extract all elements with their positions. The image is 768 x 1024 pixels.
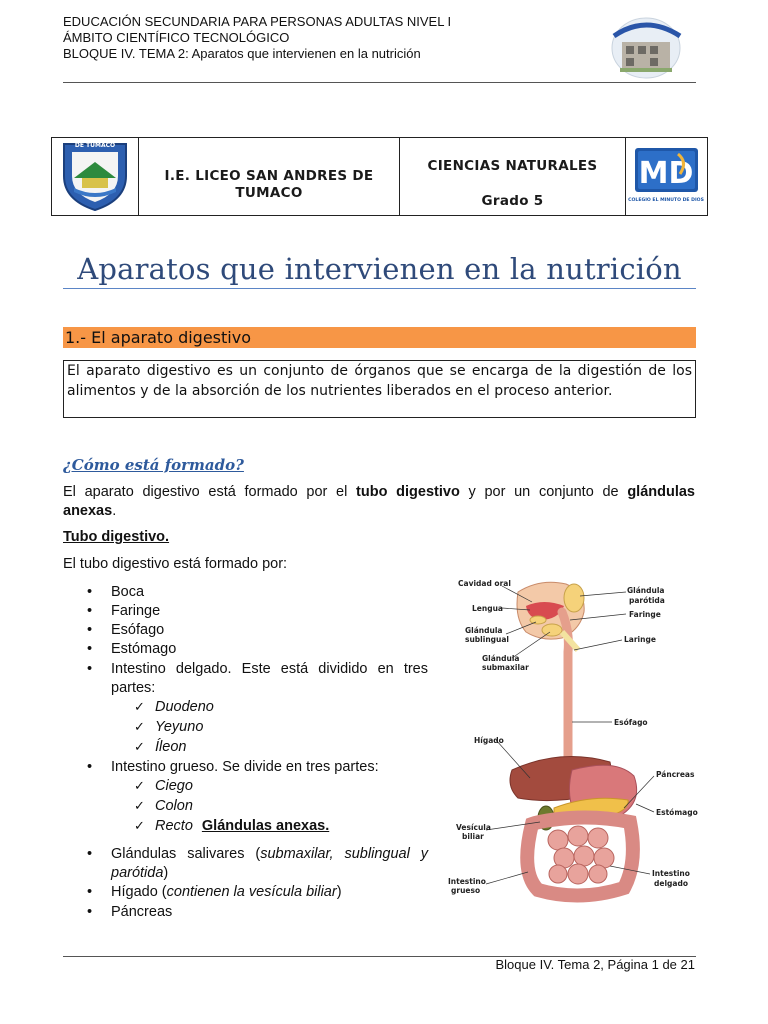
list-item: • Estómago xyxy=(87,641,177,657)
table-cell-subject xyxy=(399,137,626,216)
subject-name: CIENCIAS NATURALES xyxy=(427,158,598,174)
school-name-line-1: I.E. LICEO SAN ANDRES DE xyxy=(164,168,374,184)
digestive-system-diagram xyxy=(440,572,702,910)
list-item: • Intestino grueso. Se divide en tres partes: xyxy=(87,759,379,775)
document-title: Aparatos que intervienen en la nutrición xyxy=(77,252,682,286)
intro-paragraph-line-1: El aparato digestivo está formado por el tubo digestivo y por un conjunto de glándulas xyxy=(63,484,695,500)
label-pancreas: Páncreas xyxy=(656,770,695,779)
school-name-line-2: TUMACO xyxy=(235,185,303,201)
table-cell-left-logo xyxy=(51,137,139,216)
list-item: • Intestino delgado. Este está dividido en tres xyxy=(87,661,428,677)
label-faringe: Faringe xyxy=(629,610,661,619)
label-esofago: Esófago xyxy=(614,718,648,727)
header-line-1: EDUCACIÓN SECUNDARIA PARA PERSONAS ADULTAS NIVEL I xyxy=(63,14,452,29)
question-heading: ¿Cómo está formado? xyxy=(63,456,244,474)
sublist-item: ✓ Recto Glándulas anexas. xyxy=(134,818,330,834)
label-vesicula-biliar-2: biliar xyxy=(462,832,484,841)
sublist-item: ✓ Ciego xyxy=(134,778,193,794)
sublist-item: ✓ Duodeno xyxy=(134,699,214,715)
label-vesicula-biliar: Vesícula xyxy=(456,823,491,832)
sublist-item: ✓ Colon xyxy=(134,798,193,814)
table-cell-right-logo xyxy=(625,137,708,216)
label-lengua: Lengua xyxy=(472,604,503,613)
svg-text:COLEGIO EL MINUTO DE DIOS: COLEGIO EL MINUTO DE DIOS xyxy=(628,198,704,203)
sublist-item: ✓ Íleon xyxy=(134,739,187,755)
title-underline xyxy=(63,288,696,289)
list-item: • Páncreas xyxy=(87,904,173,920)
list-item: • Hígado (contienen la vesícula biliar) xyxy=(87,884,342,900)
list-item-continued: partes: xyxy=(111,680,156,696)
grade-label: Grado 5 xyxy=(481,193,544,209)
intro-paragraph-line-2: anexas. xyxy=(63,503,117,519)
label-cavidad-oral: Cavidad oral xyxy=(458,579,511,588)
header-line-3: BLOQUE IV. TEMA 2: Aparatos que intervienen en la nutrición xyxy=(63,46,421,61)
sublist-item: ✓ Yeyuno xyxy=(134,719,204,735)
label-intestino-grueso: Intestino xyxy=(448,877,486,886)
list-item: • Boca xyxy=(87,584,145,600)
tubo-intro: El tubo digestivo está formado por: xyxy=(63,556,288,572)
list-item: • Glándulas salivares (submaxilar, sublingual y xyxy=(87,846,428,862)
label-glandula-submaxilar: Glándula xyxy=(482,654,520,663)
list-item: • Faringe xyxy=(87,603,161,619)
label-glandula-sublingual: Glándula xyxy=(465,626,503,635)
label-glandula-parotida: Glándula xyxy=(627,586,665,595)
header-rule xyxy=(63,82,696,83)
label-laringe: Laringe xyxy=(624,635,656,644)
school-badge-logo xyxy=(600,12,692,82)
table-cell-school xyxy=(138,137,400,216)
md-logo xyxy=(626,138,707,215)
svg-text:DE TUMACO: DE TUMACO xyxy=(74,142,116,149)
label-glandula-submaxilar-2: submaxilar xyxy=(482,663,529,672)
svg-text:MD: MD xyxy=(638,156,694,191)
section-heading: 1.- El aparato digestivo xyxy=(63,327,696,348)
page-number: Bloque IV. Tema 2, Página 1 de 21 xyxy=(495,957,695,972)
glandulas-heading: Glándulas anexas. xyxy=(201,818,330,834)
label-intestino-delgado: Intestino xyxy=(652,869,690,878)
label-intestino-delgado-2: delgado xyxy=(654,879,688,888)
header-line-2: ÁMBITO CIENTÍFICO TECNOLÓGICO xyxy=(63,30,290,45)
label-glandula-parotida-2: parótida xyxy=(629,596,665,605)
label-estomago: Estómago xyxy=(656,808,698,817)
list-item-continued: parótida) xyxy=(111,865,169,881)
definition-box: El aparato digestivo es un conjunto de órganos que se encarga de la digestión de los alimentos y de la absorción de los nutrientes liberados en el proceso anterior. xyxy=(63,360,696,418)
label-glandula-sublingual-2: sublingual xyxy=(465,635,509,644)
label-higado: Hígado xyxy=(474,736,504,745)
list-item: • Esófago xyxy=(87,622,165,638)
liceo-shield-logo xyxy=(52,138,138,215)
tubo-heading: Tubo digestivo. xyxy=(63,529,170,545)
label-intestino-grueso-2: grueso xyxy=(451,886,481,895)
